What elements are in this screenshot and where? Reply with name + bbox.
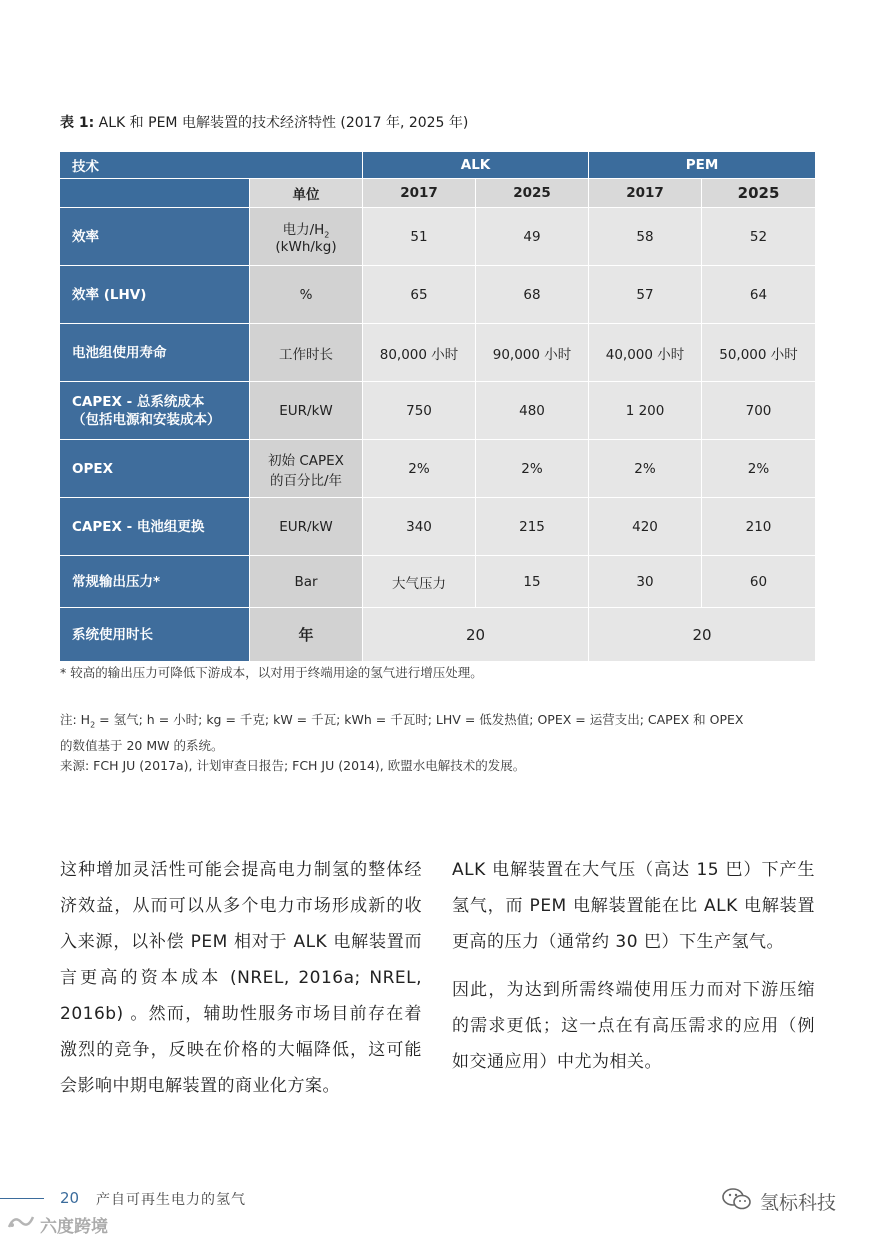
row-label: 常规输出压力* — [60, 556, 250, 608]
source-note: 来源: FCH JU (2017a), 计划审查日报告; FCH JU (2014), 欧盟水电解技术的发展。 — [60, 757, 526, 773]
value-cell: 52 — [702, 208, 816, 266]
caption-text: ALK 和 PEM 电解装置的技术经济特性 (2017 年, 2025 年) — [98, 115, 469, 131]
subheader-blank — [60, 179, 250, 208]
value-cell: 大气压力 — [363, 556, 476, 608]
table-caption — [60, 112, 468, 132]
row-label: OPEX — [60, 440, 250, 498]
value-cell: 51 — [363, 208, 476, 266]
subheader-year: 2025 — [702, 179, 816, 208]
row-label: 电池组使用寿命 — [60, 324, 250, 382]
row-label: 效率 (LHV) — [60, 266, 250, 324]
value-cell-pem: 20 — [589, 608, 816, 662]
subheader-year: 2017 — [589, 179, 702, 208]
value-cell: 64 — [702, 266, 816, 324]
body-right-column — [452, 852, 815, 1080]
value-cell-alk: 20 — [363, 608, 589, 662]
page-number: 20 — [60, 1189, 80, 1207]
value-cell: 58 — [589, 208, 702, 266]
unit-cell: 初始 CAPEX 的百分比/年 — [250, 440, 363, 498]
value-cell: 50,000 小时 — [702, 324, 816, 382]
value-cell: 80,000 小时 — [363, 324, 476, 382]
value-cell: 65 — [363, 266, 476, 324]
value-cell: 215 — [476, 498, 589, 556]
header-alk: ALK — [363, 152, 589, 179]
value-cell: 480 — [476, 382, 589, 440]
value-cell: 750 — [363, 382, 476, 440]
value-cell: 60 — [702, 556, 816, 608]
footnote: * 较高的输出压力可降低下游成本，以对用于终端用途的氢气进行增压处理。 — [60, 665, 483, 680]
value-cell: 90,000 小时 — [476, 324, 589, 382]
subheader-year: 2025 — [476, 179, 589, 208]
value-cell: 700 — [702, 382, 816, 440]
value-cell: 2% — [476, 440, 589, 498]
value-cell: 15 — [476, 556, 589, 608]
unit-cell: 年 — [250, 608, 363, 662]
table-row — [60, 440, 816, 498]
footer-rule — [0, 1198, 44, 1199]
tech-economic-table — [59, 151, 816, 662]
subheader-year: 2017 — [363, 179, 476, 208]
value-cell: 40,000 小时 — [589, 324, 702, 382]
table-row — [60, 266, 816, 324]
watermark-left-text: 六度跨境 — [40, 1217, 108, 1237]
abbreviation-note: 注: $H_2$ = 氢气; h = 小时; kg = 千克; kW = 千瓦; kWh = 千瓦时; LHV = 低发热值; OPEX = 运营支出; CAPEX 和 OPEX 的数值基于 20 MW 的系统。 来源: FCH JU (2017a), 计划审查日报告; FCH JU (2014), 欧盟水电解技术的发展。 — [60, 712, 744, 773]
watermark-logo-icon — [6, 1213, 36, 1236]
table-row — [60, 608, 816, 662]
value-cell: 68 — [476, 266, 589, 324]
value-cell: 49 — [476, 208, 589, 266]
unit-cell: 工作时长 — [250, 324, 363, 382]
watermark-right-text: 氢标科技 — [760, 1192, 837, 1214]
unit-cell: % — [250, 266, 363, 324]
value-cell: 340 — [363, 498, 476, 556]
row-label: 效率 — [60, 208, 250, 266]
value-cell: 1 200 — [589, 382, 702, 440]
body-left-paragraph: 这种增加灵活性可能会提高电力制氢的整体经济效益，从而可以从多个电力市场形成新的收入来源，以补偿 PEM 相对于 ALK 电解装置而言更高的资本成本 (NREL, 2016a; NREL, 2016b) 。然而，辅助性服务市场目前存在着激烈的竞争，反映在价格的大幅降低，这可能会影响中期电解装置的商业化方案。 — [60, 860, 422, 1096]
body-right-paragraph: ALK 电解装置在大气压（高达 15 巴）下产生氢气，而 PEM 电解装置能在比 ALK 电解装置更高的压力（通常约 30 巴）下生产氢气。 — [452, 860, 815, 952]
unit-cell: 电力$/H_2$ (kWh/kg) — [250, 208, 363, 266]
table-row — [60, 324, 816, 382]
unit-cell: EUR/kW — [250, 498, 363, 556]
unit-cell: EUR/kW — [250, 382, 363, 440]
value-cell: 420 — [589, 498, 702, 556]
table-row — [60, 208, 816, 266]
subheader-unit: 单位 — [250, 179, 363, 208]
value-cell: 2% — [702, 440, 816, 498]
header-tech: 技术 — [60, 152, 363, 179]
row-label: CAPEX - 总系统成本 （包括电源和安装成本） — [60, 382, 250, 440]
value-cell: 210 — [702, 498, 816, 556]
table-row — [60, 498, 816, 556]
header-pem: PEM — [589, 152, 816, 179]
value-cell: 2% — [363, 440, 476, 498]
body-right-paragraph: 因此，为达到所需终端使用压力而对下游压缩的需求更低；这一点在有高压需求的应用（例如交通应用）中尤为相关。 — [452, 980, 815, 1072]
page-title: 产自可再生电力的氢气 — [96, 1192, 246, 1208]
unit-cell: Bar — [250, 556, 363, 608]
value-cell: 57 — [589, 266, 702, 324]
value-cell: 30 — [589, 556, 702, 608]
watermark-left — [6, 1212, 108, 1237]
caption-label: 表 1: — [60, 115, 95, 131]
table-row — [60, 382, 816, 440]
value-cell: 2% — [589, 440, 702, 498]
wechat-icon — [722, 1187, 752, 1216]
row-label: CAPEX - 电池组更换 — [60, 498, 250, 556]
row-label: 系统使用时长 — [60, 608, 250, 662]
table-row — [60, 556, 816, 608]
watermark-right — [722, 1187, 836, 1216]
